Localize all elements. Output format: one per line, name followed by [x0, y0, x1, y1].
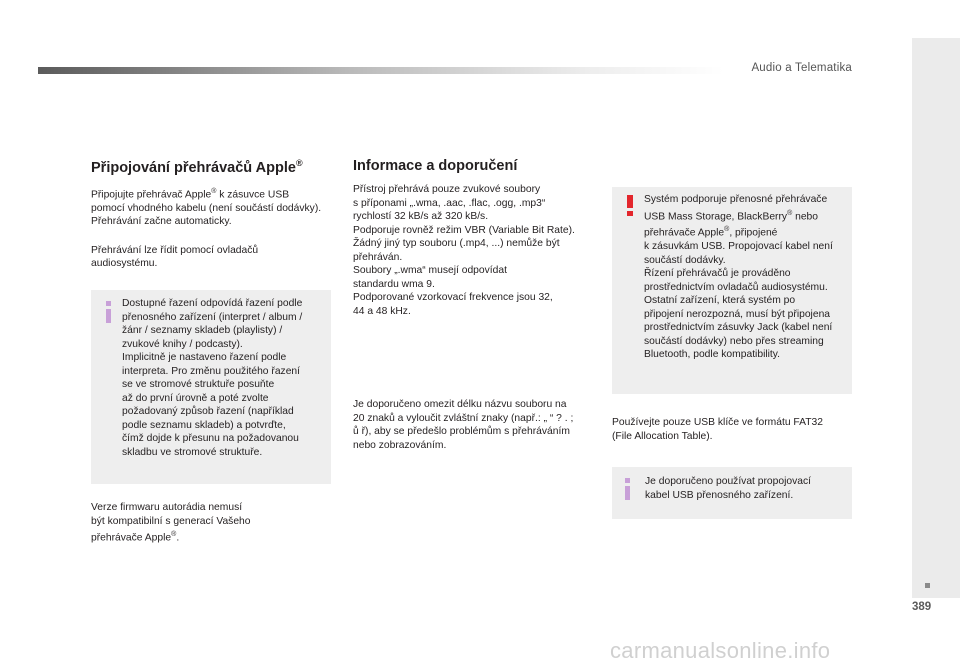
- paragraph-fat32: Používejte pouze USB klíče ve formátu FAT32 (File Allocation Table).: [612, 417, 823, 442]
- watermark: carmanualsonline.info: [610, 638, 831, 663]
- note-sorting-text: Dostupné řazení odpovídá řazení podle přenosného zařízení (interpret / album / žánr / seznamy skladeb (playlisty) / zvukové knihy / podcasty). Implicitně je nastaveno řazení podle interpreta. Pro změnu použitého řazení se ve stromové struktuře posuňte až do první úrovně a poté zvolte požadovaný způsob řazení (například podle seznamu skladeb) a potvrďte, čímž dojde k přesunu na požadovanou skladbu ve stromové struktuře.: [122, 298, 303, 458]
- side-tab-strip: [912, 38, 960, 598]
- info-note-sorting: [91, 290, 331, 484]
- left-column-footer: [91, 501, 331, 545]
- section-heading-info: Informace a doporučení: [353, 158, 518, 174]
- warning-note-text: Systém podporuje přenosné přehrávače USB Mass Storage, BlackBerry® nebo přehrávače Apple®, připojené k zásuvkám USB. Propojovací kabel není součástí dodávky. Řízení přehrávačů je prováděno prostřednictvím ovladačů audiosystému. Ostatní zařízení, která systém po připojení nerozpozná, musí být připojena prostřednictvím zásuvky Jack (kabel není součástí dodávky) nebo přes streaming Bluetooth, podle kompatibility.: [644, 194, 833, 361]
- warning-note-players: [612, 187, 852, 394]
- left-column: [91, 158, 341, 271]
- header-gradient-bar: [38, 67, 724, 74]
- warning-icon: [627, 195, 633, 217]
- page-number: 389: [912, 601, 932, 613]
- right-column-lower: [612, 416, 857, 443]
- info-icon: [106, 301, 111, 325]
- paragraph-filename: Je doporučeno omezit délku názvu souboru na 20 znaků a vyloučit zvláštní znaky (např.: „ “ ? . ; ů ř), aby se předešlo problémům s přehráváním nebo zobrazováním.: [353, 399, 574, 451]
- info-note-cable: [612, 467, 852, 519]
- chapter-title: Audio a Telematika: [751, 62, 852, 74]
- paragraph-firmware: Verze firmwaru autorádia nemusí být kompatibilní s generací Vašeho přehrávače Apple®.: [91, 502, 251, 544]
- middle-column-lower: [353, 398, 598, 452]
- page-marker: [925, 583, 930, 588]
- paragraph-control: Přehrávání lze řídit pomocí ovladačů audiosystému.: [91, 244, 259, 270]
- info-icon: [625, 478, 630, 502]
- paragraph-formats: Přístroj přehrává pouze zvukové soubory s příponami „.wma, .aac, .flac, .ogg, .mp3“ rychlostí 32 kB/s až 320 kB/s. Podporuje rovněž režim VBR (Variable Bit Rate). Žádný jiný typ souboru (.mp4, ...) nemůže být přehráván. Soubory „.wma“ musejí odpovídat standardu wma 9. Podporované vzorkovací frekvence jsou 32, 44 a 48 kHz.: [353, 184, 575, 317]
- section-heading-apple: Připojování přehrávačů Apple®: [91, 158, 303, 176]
- middle-column: [353, 158, 598, 318]
- note-cable-text: Je doporučeno používat propojovací kabel USB přenosného zařízení.: [645, 476, 812, 501]
- paragraph-connect: Připojujte přehrávač Apple® k zásuvce USB pomocí vhodného kabelu (není součástí dodávky). Přehrávání začne automaticky.: [91, 187, 322, 228]
